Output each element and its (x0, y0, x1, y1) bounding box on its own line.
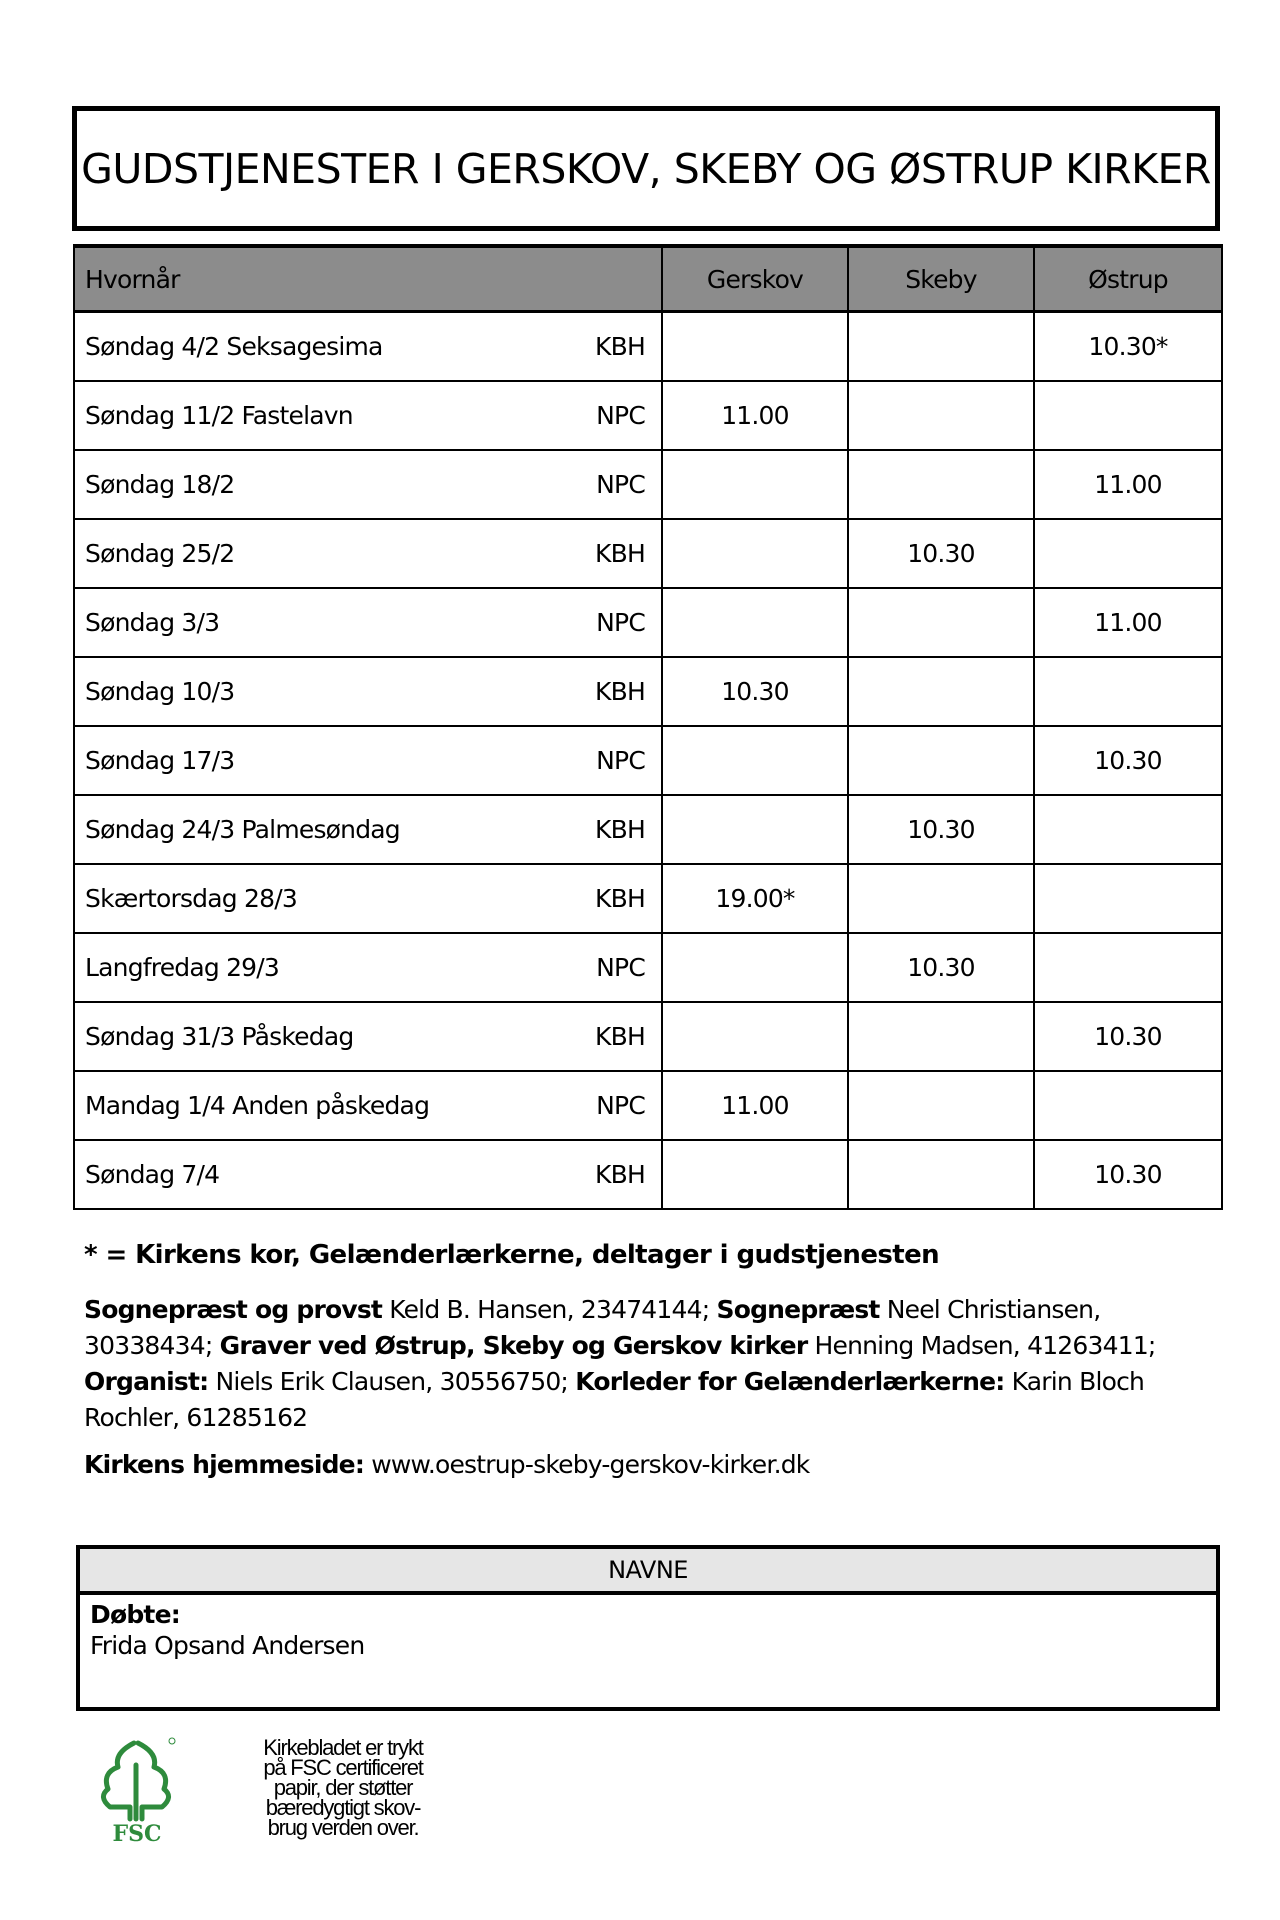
time-cell-ostrup (1034, 381, 1222, 450)
contacts-paragraph (84, 1292, 1214, 1436)
priest-initials: NPC (596, 1091, 645, 1120)
header-skeby: Skeby (848, 246, 1034, 312)
contact-label: Sognepræst (716, 1295, 880, 1324)
time-cell-gerskov: 11.00 (662, 381, 848, 450)
time-cell-gerskov: 19.00* (662, 864, 848, 933)
time-cell-ostrup: 11.00 (1034, 450, 1222, 519)
table-row (74, 864, 1222, 933)
service-date: Langfredag 29/3 (85, 953, 280, 982)
time-cell-skeby (848, 1140, 1034, 1209)
time-cell-gerskov (662, 795, 848, 864)
priest-initials: NPC (596, 746, 645, 775)
website-url: www.oestrup-skeby-gerskov-kirker.dk (364, 1450, 810, 1479)
time-cell-ostrup: 10.30 (1034, 1140, 1222, 1209)
time-cell-ostrup (1034, 519, 1222, 588)
priest-initials: NPC (596, 953, 645, 982)
choir-note: * = Kirkens kor, Gelænderlærkerne, deltager i gudstjenesten (84, 1240, 940, 1270)
priest-initials: KBH (595, 539, 645, 568)
website-line (84, 1450, 809, 1479)
when-cell (74, 657, 662, 726)
table-row (74, 450, 1222, 519)
service-date: Skærtorsdag 28/3 (85, 884, 297, 913)
contact-value: Niels Erik Clausen, 30556750; (208, 1367, 576, 1396)
time-cell-skeby (848, 726, 1034, 795)
fsc-line: papir, der støtter (273, 1775, 413, 1800)
contact-value: Karin Bloch Rochler, 61285162 (84, 1367, 1145, 1432)
fsc-line: Kirkebladet er trykt (263, 1735, 423, 1760)
service-date: Søndag 10/3 (85, 677, 235, 706)
table-row (74, 1140, 1222, 1209)
table-row (74, 1071, 1222, 1140)
names-body (80, 1595, 1216, 1665)
time-cell-gerskov (662, 519, 848, 588)
time-cell-ostrup: 11.00 (1034, 588, 1222, 657)
time-cell-skeby (848, 381, 1034, 450)
time-cell-skeby: 10.30 (848, 933, 1034, 1002)
time-cell-ostrup (1034, 933, 1222, 1002)
header-ostrup: Østrup (1034, 246, 1222, 312)
title-box (72, 106, 1220, 231)
time-cell-skeby (848, 657, 1034, 726)
service-date: Søndag 17/3 (85, 746, 235, 775)
time-cell-skeby: 10.30 (848, 519, 1034, 588)
names-header: NAVNE (80, 1549, 1216, 1595)
contact-label: Korleder for Gelænderlærkerne: (575, 1367, 1005, 1396)
time-cell-skeby: 10.30 (848, 795, 1034, 864)
header-when: Hvornår (74, 246, 662, 312)
time-cell-skeby (848, 864, 1034, 933)
when-cell (74, 1071, 662, 1140)
priest-initials: KBH (595, 1022, 645, 1051)
service-date: Søndag 4/2 Seksagesima (85, 332, 383, 361)
priest-initials: NPC (596, 608, 645, 637)
when-cell (74, 795, 662, 864)
fsc-line: brug verden over. (267, 1815, 419, 1840)
service-date: Søndag 11/2 Fastelavn (85, 401, 353, 430)
table-row (74, 519, 1222, 588)
time-cell-skeby (848, 312, 1034, 382)
table-row (74, 312, 1222, 382)
website-label: Kirkens hjemmeside: (84, 1450, 365, 1479)
service-date: Søndag 24/3 Palmesøndag (85, 815, 400, 844)
time-cell-ostrup (1034, 1071, 1222, 1140)
service-date: Søndag 18/2 (85, 470, 235, 499)
contact-label: Sognepræst og provst (84, 1295, 383, 1324)
when-cell (74, 450, 662, 519)
time-cell-gerskov: 10.30 (662, 657, 848, 726)
when-cell (74, 312, 662, 382)
when-cell (74, 1002, 662, 1071)
when-cell (74, 1140, 662, 1209)
priest-initials: NPC (596, 470, 645, 499)
priest-initials: NPC (596, 401, 645, 430)
when-cell (74, 933, 662, 1002)
time-cell-skeby (848, 1002, 1034, 1071)
baptized-label: Døbte: (90, 1600, 180, 1629)
time-cell-skeby (848, 450, 1034, 519)
time-cell-gerskov (662, 312, 848, 382)
table-row (74, 588, 1222, 657)
when-cell (74, 588, 662, 657)
when-cell (74, 864, 662, 933)
service-date: Søndag 25/2 (85, 539, 235, 568)
contact-label: Graver ved Østrup, Skeby og Gerskov kirker (219, 1331, 808, 1360)
when-cell (74, 381, 662, 450)
contact-label: Organist: (84, 1367, 209, 1396)
priest-initials: KBH (595, 332, 645, 361)
time-cell-gerskov (662, 588, 848, 657)
header-gerskov: Gerskov (662, 246, 848, 312)
time-cell-skeby (848, 1071, 1034, 1140)
contact-value: Keld B. Hansen, 23474144; (382, 1295, 717, 1324)
service-schedule-table (73, 244, 1223, 1210)
priest-initials: KBH (595, 815, 645, 844)
fsc-logo-text: FSC (112, 1821, 162, 1845)
table-row (74, 381, 1222, 450)
service-date: Søndag 3/3 (85, 608, 220, 637)
fsc-line: på FSC certificeret (263, 1755, 423, 1780)
names-box (76, 1545, 1220, 1711)
time-cell-ostrup (1034, 657, 1222, 726)
time-cell-gerskov (662, 1002, 848, 1071)
time-cell-gerskov (662, 1140, 848, 1209)
when-cell (74, 726, 662, 795)
fsc-statement (228, 1735, 458, 1840)
time-cell-ostrup: 10.30* (1034, 312, 1222, 382)
service-date: Mandag 1/4 Anden påskedag (85, 1091, 430, 1120)
time-cell-ostrup: 10.30 (1034, 1002, 1222, 1071)
table-row (74, 1002, 1222, 1071)
contact-value: Henning Madsen, 41263411; (807, 1331, 1156, 1360)
table-row (74, 726, 1222, 795)
time-cell-gerskov (662, 726, 848, 795)
priest-initials: KBH (595, 677, 645, 706)
time-cell-ostrup (1034, 864, 1222, 933)
table-row (74, 933, 1222, 1002)
fsc-line: bæredygtigt skov- (265, 1795, 421, 1820)
priest-initials: KBH (595, 1160, 645, 1189)
time-cell-skeby (848, 588, 1034, 657)
table-header-row (74, 246, 1222, 312)
baptized-name: Frida Opsand Andersen (90, 1631, 365, 1660)
fsc-logo-icon (94, 1735, 180, 1845)
time-cell-gerskov (662, 450, 848, 519)
page-title: GUDSTJENESTER I GERSKOV, SKEBY OG ØSTRUP KIRKER (81, 144, 1211, 193)
time-cell-gerskov (662, 933, 848, 1002)
time-cell-ostrup (1034, 795, 1222, 864)
service-date: Søndag 7/4 (85, 1160, 220, 1189)
time-cell-ostrup: 10.30 (1034, 726, 1222, 795)
table-row (74, 657, 1222, 726)
priest-initials: KBH (595, 884, 645, 913)
service-date: Søndag 31/3 Påskedag (85, 1022, 354, 1051)
contact-value: Neel Christiansen, 30338434; (84, 1295, 1101, 1360)
time-cell-gerskov: 11.00 (662, 1071, 848, 1140)
table-row (74, 795, 1222, 864)
when-cell (74, 519, 662, 588)
